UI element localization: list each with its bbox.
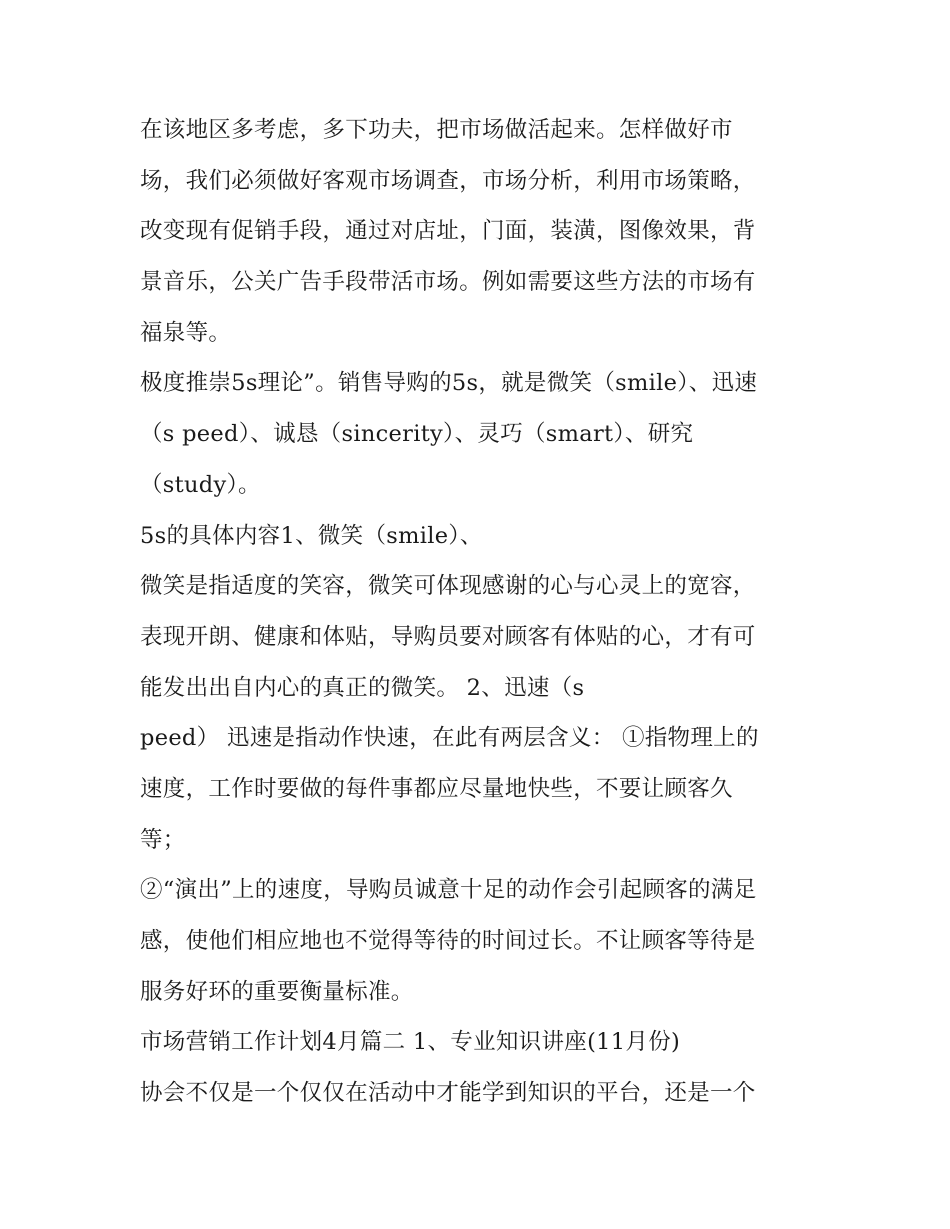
text-line: peed） 迅速是指动作快速，在此有两层含义： ①指物理上的 (140, 725, 759, 752)
text-line: 协会不仅是一个仅仅在活动中才能学到知识的平台，还是一个 (140, 1080, 756, 1107)
text-line: 等； (140, 826, 186, 853)
text-line: 服务好环的重要衡量标准。 (140, 978, 414, 1005)
text-line: 极度推崇5s理论”。销售导购的5s，就是微笑（smile）、迅速 (140, 370, 758, 397)
text-line: 场，我们必须做好客观市场调查，市场分析，利用市场策略， (140, 167, 756, 194)
text-line: 市场营销工作计划4月篇二 1、专业知识讲座(11月份) (140, 1029, 681, 1056)
text-line: 在该地区多考虑，多下功夫，把市场做活起来。怎样做好市 (140, 117, 733, 143)
text-line: 表现开朗、健康和体贴，导购员要对顾客有体贴的心，才有可 (140, 623, 756, 650)
text-line: ②“演出”上的速度，导购员诚意十足的动作会引起顾客的满足 (140, 877, 757, 904)
document-body (140, 105, 820, 1119)
text-line: （study）。 (140, 471, 261, 498)
text-line: 速度，工作时要做的每件事都应尽量地快些，不要让顾客久 (140, 775, 733, 802)
text-line: 能发出出自内心的真正的微笑。 2、迅速（s (140, 674, 585, 701)
text-line: 微笑是指适度的笑容，微笑可体现感谢的心与心灵上的宽容， (140, 573, 756, 600)
text-line: 福泉等。 (140, 319, 232, 346)
text-line: 改变现有促销手段，通过对店址，门面，装潢，图像效果，背 (140, 218, 756, 245)
text-line: 5s的具体内容1、微笑（smile）、 (140, 522, 483, 549)
text-line: 感，使他们相应地也不觉得等待的时间过长。不让顾客等待是 (140, 928, 756, 954)
text-line: （s peed）、诚恳（sincerity）、灵巧（smart）、研究 (140, 421, 694, 448)
text-line: 景音乐，公关广告手段带活市场。例如需要这些方法的市场有 (140, 269, 756, 296)
